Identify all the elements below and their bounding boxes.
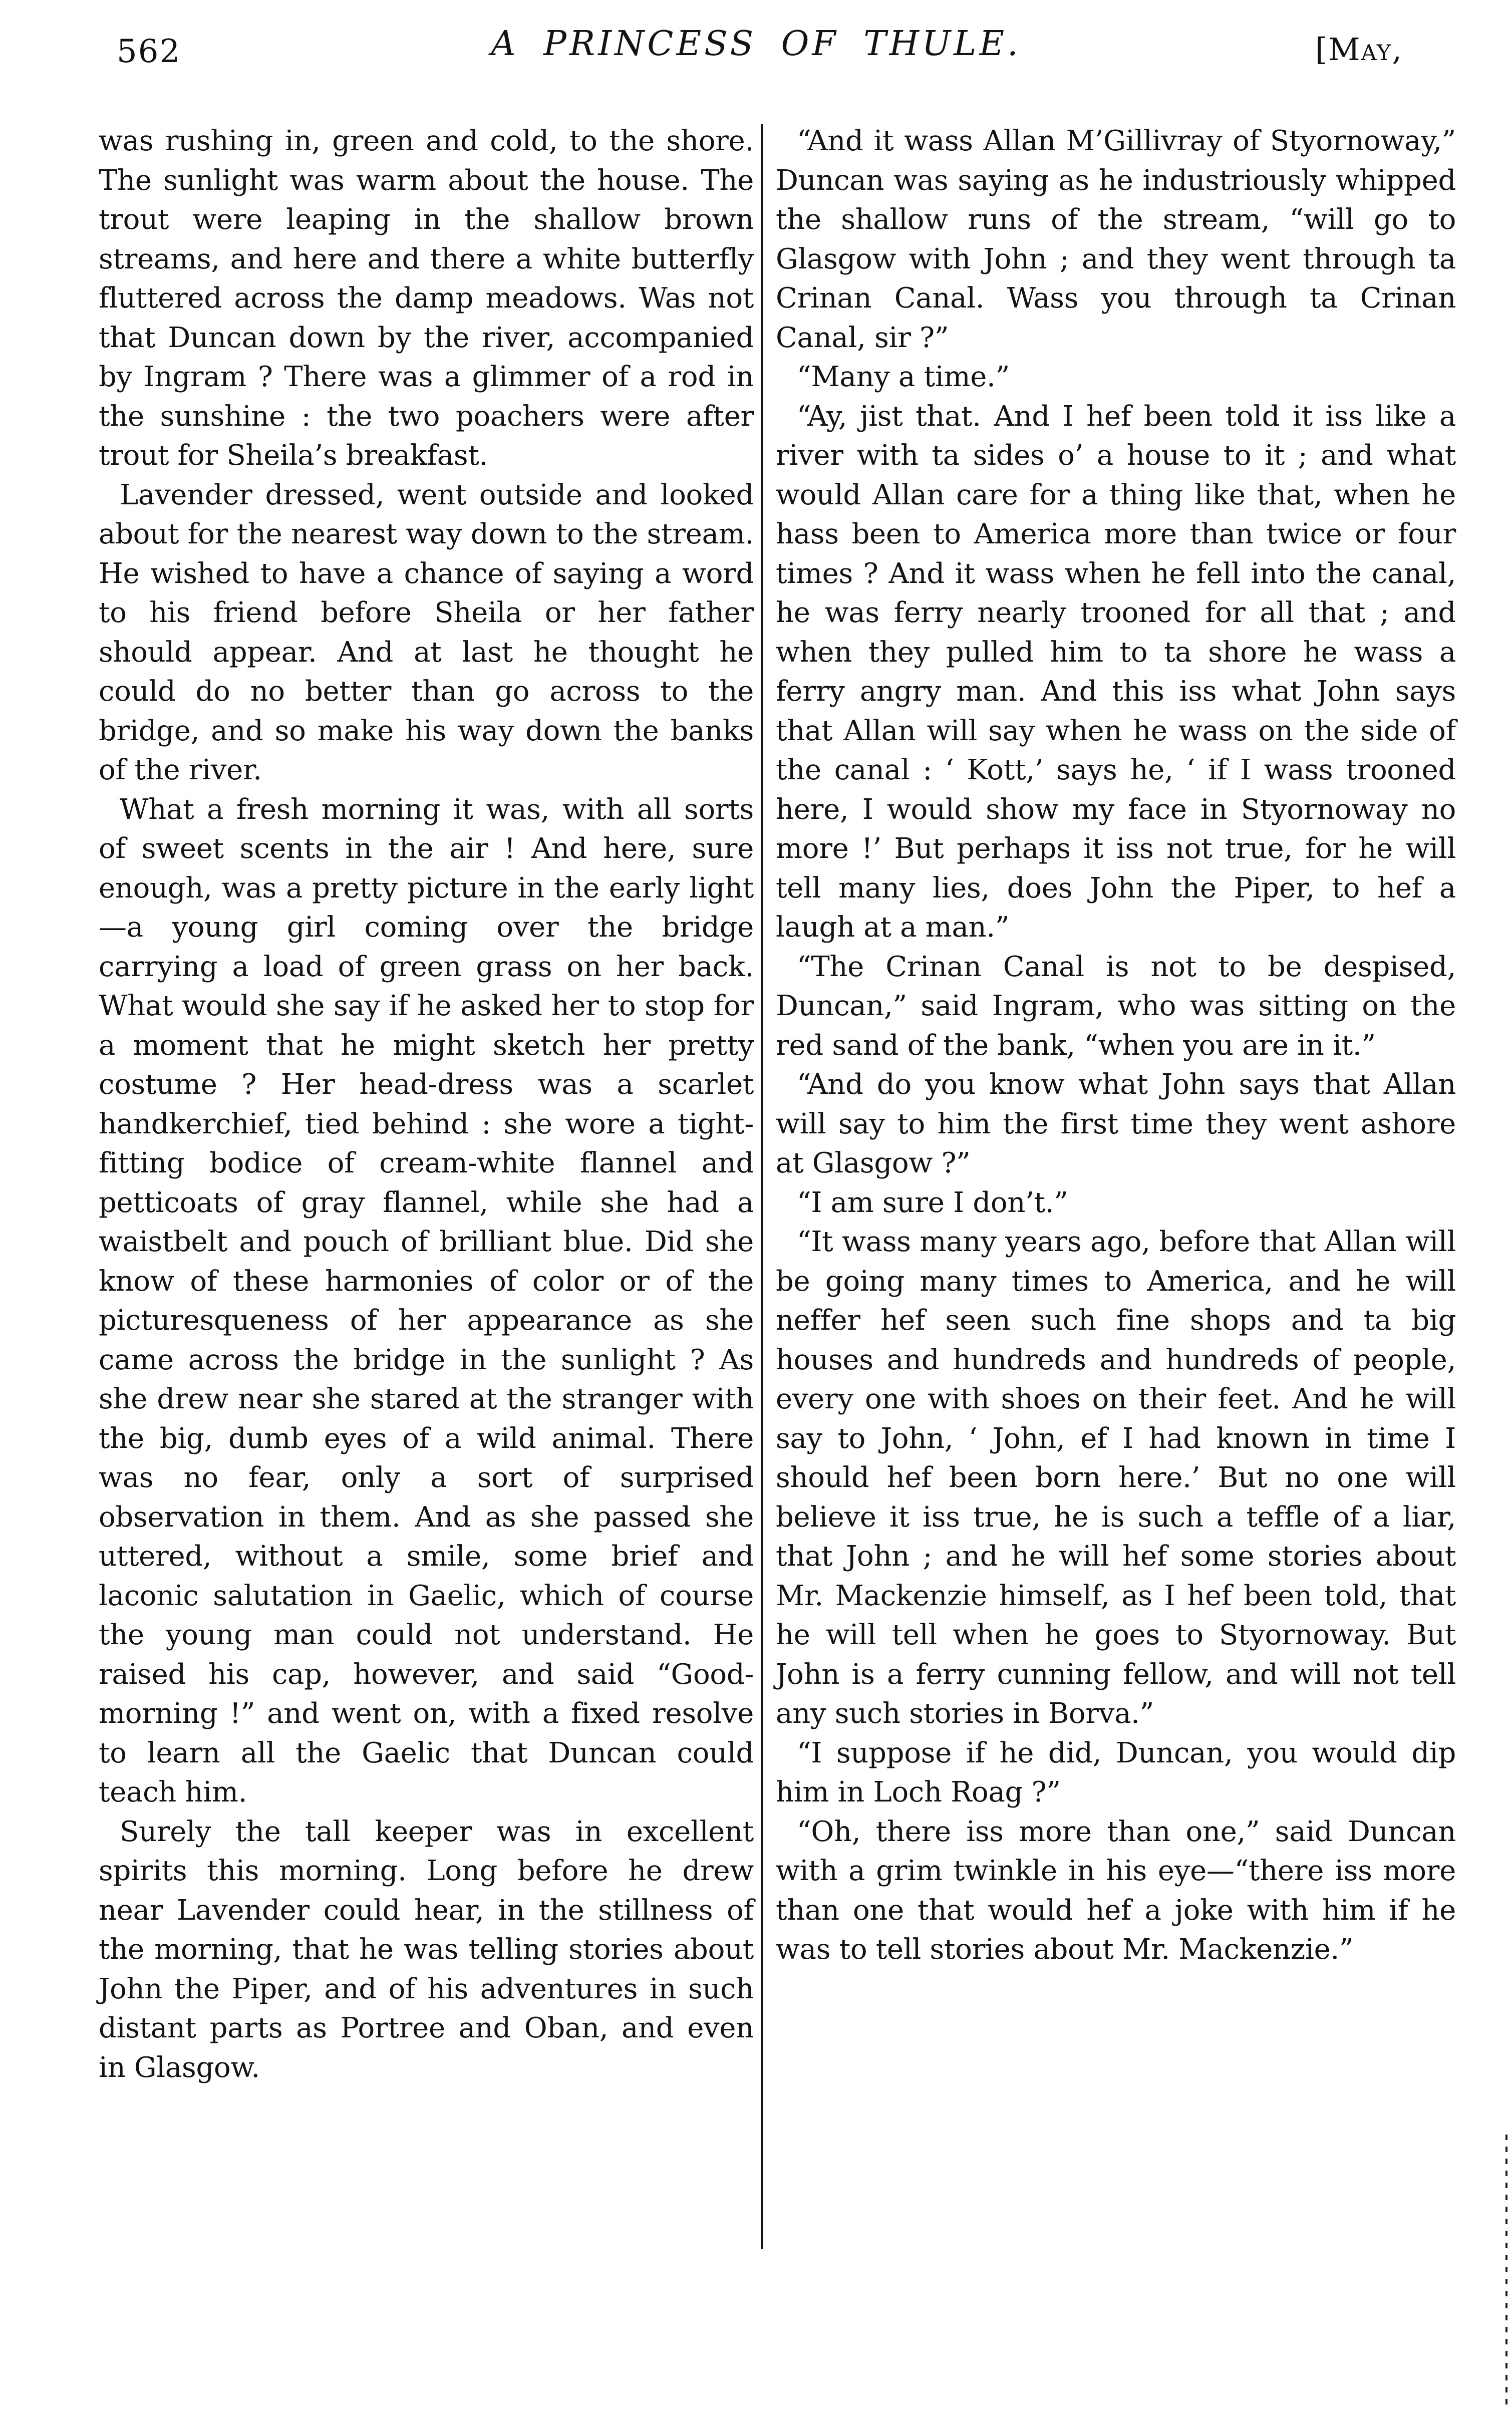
column-divider-rule [761,124,763,2249]
paragraph: What a fresh morning it was, with all sorts of sweet scents in the air ! And here, sure enough, was a pretty picture in the early light—a young girl coming over the bridge carrying a load of green grass on her back. What would she say if he asked her to stop for a moment that he might sketch her pretty costume ? Her head-dress was a scarlet handkerchief, tied behind : she wore a tight-fitting bodice of cream-white flannel and petticoats of gray flannel, while she had a waistbelt and pouch of brilliant blue. Did she know of these harmonies of color or of the picturesqueness of her appearance as she came across the bridge in the sunlight ? As she drew near she stared at the stranger with the big, dumb eyes of a wild animal. There was no fear, only a sort of surprised observation in them. And as she passed she uttered, without a smile, some brief and laconic salutation in Gaelic, which of course the young man could not understand. He raised his cap, however, and said “Good-morning !” and went on, with a fixed resolve to learn all the Gaelic that Duncan could teach him. [99,793,754,1809]
paragraph-dialogue: “The Crinan Canal is not to be despised, Duncan,” said Ingram, who was sitting on the red sand of the bank, “when you are in it.” [776,950,1456,1062]
left-column [99,122,754,2087]
page-number: 562 [117,33,181,70]
paragraph-dialogue: “I suppose if he did, Duncan, you would dip him in Loch Roag ?” [776,1736,1456,1809]
page-header [0,0,1512,115]
paragraph-dialogue: “Many a time.” [797,361,1010,393]
paragraph-dialogue: “Ay, jist that. And I hef been told it iss like a river with ta sides o’ a house to it ; and what would Allan care for a thing like that, when he hass been to America more than twice or four times ? And it wass when he fell into the canal, he was ferry nearly trooned for all that ; and when they pulled him to ta shore he wass a ferry angry man. And this iss what John says that Allan will say when he wass on the side of the canal : ‘ Kott,’ says he, ‘ if I wass trooned here, I would show my face in Styornoway no more !’ But perhaps it iss not true, for he will tell many lies, does John the Piper, to hef a laugh at a man.” [776,400,1456,944]
paragraph: Lavender dressed, went outside and looked about for the nearest way down to the stream. He wished to have a chance of saying a word to his friend before Sheila or her father should appear. And at last he thought he could do no better than go across to the bridge, and so make his way down the banks of the river. [99,478,754,786]
scan-edge-artifact [1505,2135,1507,2407]
running-title: A PRINCESS OF THULE. [491,24,1021,64]
paragraph-dialogue: “I am sure I don’t.” [797,1186,1068,1219]
paragraph-dialogue: “And do you know what John says that Allan will say to him the first time they went ashore at Glasgow ?” [776,1068,1456,1179]
paragraph-continuation: was rushing in, green and cold, to the shore. The sunlight was warm about the house. The trout were leaping in the shallow brown streams, and here and there a white butterfly fluttered across the damp meadows. Was not that Duncan down by the river, accompanied by Ingram ? There was a glimmer of a rod in the sunshine : the two poachers were after trout for Sheila’s breakfast. [99,125,754,472]
right-column [776,122,1456,1970]
paragraph: Surely the tall keeper was in excellent spirits this morning. Long before he drew near Lavender could hear, in the stillness of the morning, that he was telling stories about John the Piper, and of his adventures in such distant parts as Portree and Oban, and even in Glasgow. [99,1815,754,2084]
issue-date-label: [May, [1315,31,1403,68]
paragraph-dialogue: “And it wass Allan M’Gillivray of Styornoway,” Duncan was saying as he industriously whipped the shallow runs of the stream, “will go to Glasgow with John ; and they went through ta Crinan Canal. Wass you through ta Crinan Canal, sir ?” [776,125,1456,354]
paragraph-dialogue: “It wass many years ago, before that Allan will be going many times to America, and he will neffer hef seen such fine shops and ta big houses and hundreds and hundreds of people, every one with shoes on their feet. And he will say to John, ‘ John, ef I had known in time I should hef been born here.’ But no one will believe it iss true, he is such a teffle of a liar, that John ; and he will hef some stories about Mr. Mackenzie himself, as I hef been told, that he will tell when he goes to Styornoway. But John is a ferry cunning fellow, and will not tell any such stories in Borva.” [776,1226,1456,1730]
paragraph-dialogue: “Oh, there iss more than one,” said Duncan with a grim twinkle in his eye—“there iss more than one that would hef a joke with him if he was to tell stories about Mr. Mackenzie.” [776,1815,1456,1966]
